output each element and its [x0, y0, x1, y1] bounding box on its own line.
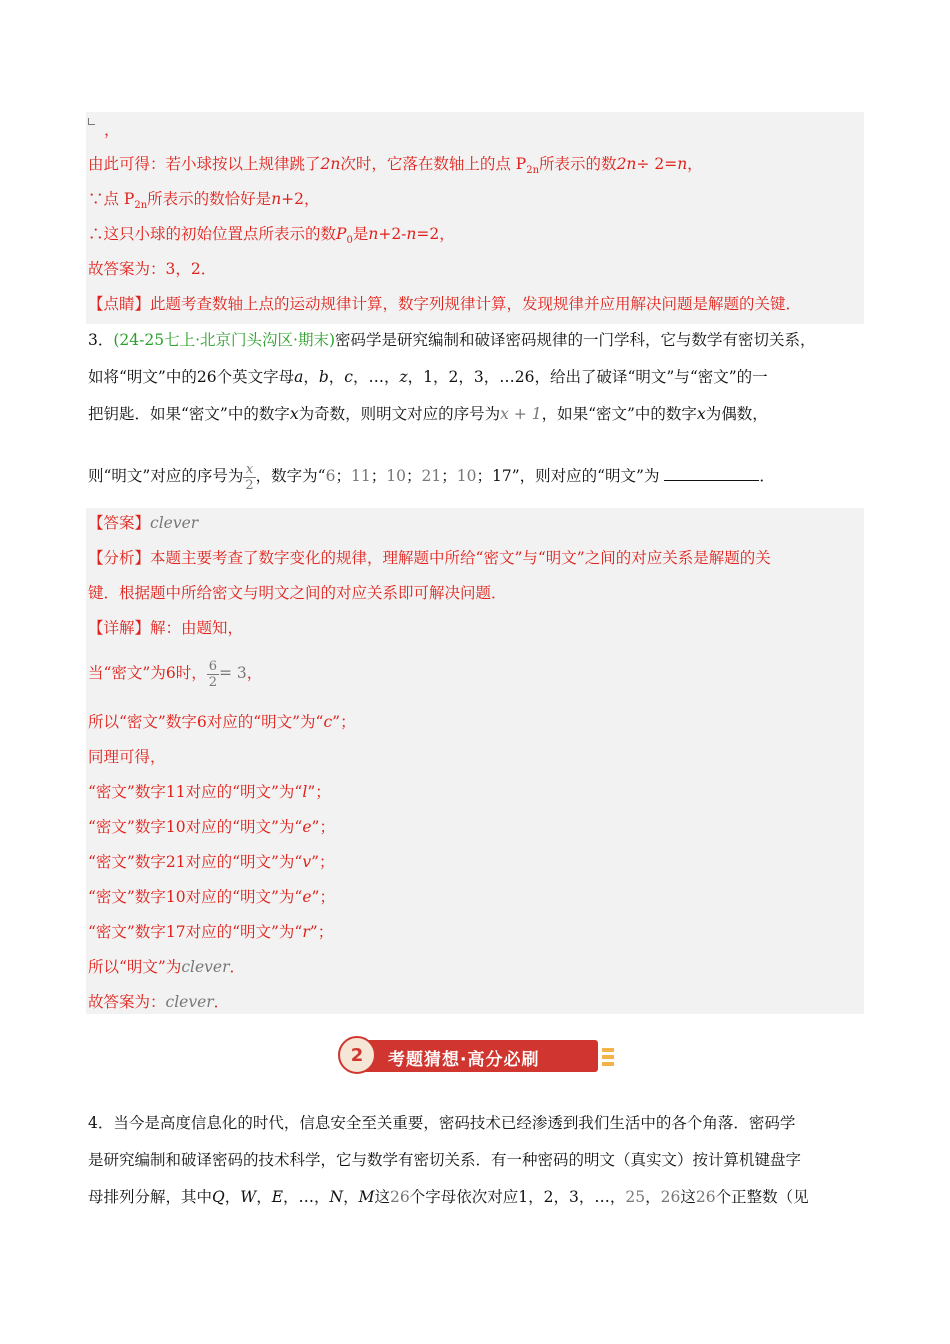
corner-mark: [88, 118, 95, 125]
q4-line-1: 4．当今是高度信息化的时代，信息安全至关重要，密码技术已经渗透到我们生活中的各个角落．密码学: [88, 1114, 796, 1132]
q4-line-3: 母排列分解，其中Q，W，E，…，N，M这26个字母依次对应1，2，3，…，25，26这26个正整数（见: [88, 1188, 809, 1206]
fraction-6-over-2: $\frac{6}{2}$: [208, 658, 217, 690]
final-answer-line: 故答案为：clever．: [88, 993, 230, 1011]
tag-analysis: 【分析】: [88, 549, 151, 567]
prev-line-4: 故答案为：3，2．: [88, 260, 217, 278]
top-mark: ，: [104, 121, 120, 139]
prev-line-1: 由此可得：若小球按以上规律跳了2n次时，它落在数轴上的点 $P_{2n}$所表示的数2n÷ 2=n，: [88, 155, 703, 177]
analysis-line-1: 【分析】本题主要考查了数字变化的规律，理解题中所给“密文”与“明文”之间的对应关系是解题的关: [88, 549, 771, 567]
detail-row: “密文”数字10对应的“明文”为“e”；: [88, 818, 335, 836]
detail-row: “密文”数字10对应的“明文”为“e”；: [88, 888, 335, 906]
q3-line-3: 把钥匙．如果“密文”中的数字x为奇数，则明文对应的序号为x + 1，如果“密文”中的数字x为偶数，: [88, 405, 768, 423]
tag-answer: 【答案】: [88, 514, 151, 532]
banner-bars-icon: [602, 1048, 614, 1069]
q3-line-2: 如将“明文”中的26个英文字母a，b，c，…，z，1，2，3，…26，给出了破译“明文”与“密文”的一: [88, 368, 768, 386]
similarly-line: 同理可得，: [88, 748, 166, 766]
prev-line-5: 【点睛】此题考查数轴上点的运动规律计算，数字列规律计算，发现规律并应用解决问题是解题的关键．: [88, 295, 802, 313]
section-banner: [336, 1034, 614, 1078]
detail-row: “密文”数字21对应的“明文”为“v”；: [88, 853, 335, 871]
when-6-line: 当“密文”为6时， $\frac{6}{2}$ = 3，: [88, 658, 263, 690]
banner-title: 考题猜想·高分必刷: [388, 1050, 540, 1070]
answer-blank: [664, 466, 759, 481]
detail-row: “密文”数字11对应的“明文”为“l”；: [88, 783, 331, 801]
solution-box-prev: [86, 112, 864, 324]
tag-detail: 【详解】: [88, 619, 151, 637]
fraction-x-over-2: $\frac{x}{2}$: [245, 461, 254, 493]
q3-line-4: 则“明文”对应的序号为 $\frac{x}{2}$ ，数字为“6；11；10；21；10；17”，则对应的“明文”为 ．: [88, 461, 775, 493]
banner-number-badge: 2: [338, 1036, 376, 1074]
answer-line: 【答案】clever: [88, 514, 199, 532]
q3-line-1: 3．(24-25七上·北京门头沟区·期末)密码学是研究编制和破译密码规律的一门学科，它与数学有密切关系，: [88, 331, 816, 349]
detail-line: 【详解】解：由题知，: [88, 619, 244, 637]
detail-row: “密文”数字17对应的“明文”为“r”；: [88, 923, 334, 941]
q4-line-2: 是研究编制和破译密码的技术科学，它与数学有密切关系．有一种密码的明文（真实文）按计算机键盘字: [88, 1151, 802, 1169]
so-plain-line: 所以“明文”为clever．: [88, 958, 246, 976]
so-c-line: 所以“密文”数字6对应的“明文”为“c”；: [88, 713, 356, 731]
prev-line-2: ∵点 $P_{2n}$所表示的数恰好是n+2，: [88, 190, 320, 212]
tag-dianjing: 【点睛】: [88, 295, 151, 313]
prev-line-3: ∴这只小球的初始位置点所表示的数$P_0$是n+2-n=2，: [88, 225, 455, 247]
q3-source: (24-25七上·北京门头沟区·期末): [113, 331, 336, 349]
analysis-line-2: 键．根据题中所给密文与明文之间的对应关系即可解决问题．: [88, 584, 507, 602]
